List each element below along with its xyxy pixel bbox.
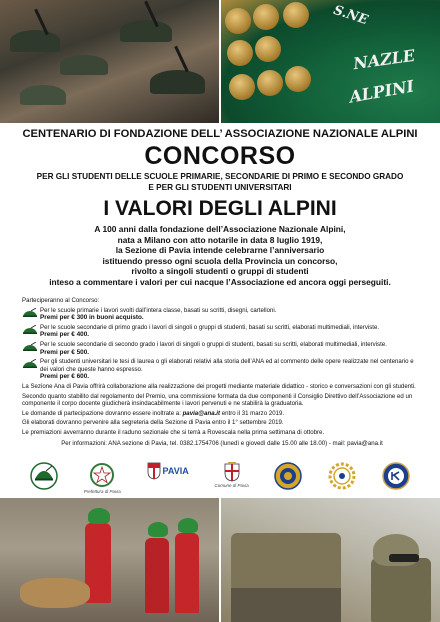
deadline-text: Le domande di partecipazione dovranno essere inoltrate a: bbox=[22, 409, 183, 417]
comune-caption: Comune di Pavia bbox=[214, 483, 249, 488]
provincia-name: PAVIA bbox=[162, 466, 189, 476]
main-title: I VALORI DEGLI ALPINI bbox=[103, 197, 337, 220]
prize-amount: Premi per € 600. bbox=[40, 373, 90, 381]
kiwanis-emblem-icon bbox=[382, 462, 410, 490]
republic-emblem-icon bbox=[89, 462, 115, 488]
alpine-hat-icon bbox=[22, 308, 38, 318]
intro-line: A 100 anni dalla fondazione dell’Associazione Nazionale Alpini, bbox=[94, 224, 346, 234]
paragraph: Secondo quanto stabilito dal regolamento del Premio, una commissione formata da due componenti il Consiglio Direttivo dell’Associazione ed un componente il corpo docente giudicherà insindacabilmente i lavori pervenuti e ne stabilirà la graduatoria. bbox=[22, 392, 413, 408]
ana-emblem-icon bbox=[30, 462, 58, 490]
rescue-team-photo bbox=[0, 498, 219, 622]
prize-amount: Premi per € 500. bbox=[40, 348, 90, 356]
helmet-icon bbox=[148, 522, 168, 537]
medal-icon bbox=[285, 66, 311, 92]
email-link[interactable]: pavia@ana.it bbox=[182, 409, 221, 417]
banner-text: ALPINI bbox=[347, 76, 416, 107]
medal-icon bbox=[257, 70, 283, 96]
prize-description: Per le scuole secondarie di secondo grado i lavori di singoli o gruppi di studenti, basati su scritti, elaborati multimediali, interviste. bbox=[40, 340, 387, 348]
prize-item bbox=[22, 307, 422, 322]
comune-logo bbox=[214, 462, 248, 488]
lions-emblem-icon bbox=[274, 462, 302, 490]
intro-line: nata a Milano con atto notarile in data 8 luglio 1919, bbox=[117, 234, 323, 245]
soldier-figure bbox=[371, 558, 431, 622]
helmet-icon bbox=[178, 518, 198, 533]
alpine-hat bbox=[10, 30, 60, 52]
rotary-wheel-icon bbox=[328, 462, 356, 490]
vehicle-wheels bbox=[231, 588, 341, 622]
goggles-icon bbox=[389, 554, 419, 562]
alpine-hat-icon bbox=[22, 342, 38, 352]
alpine-hat-icon bbox=[22, 325, 38, 335]
prefettura-caption: Prefettura di Pavia bbox=[83, 489, 121, 494]
intro-line: la Sezione di Pavia intende celebrarne l’anniversario bbox=[115, 245, 325, 256]
medal-icon bbox=[225, 8, 251, 34]
paragraph bbox=[22, 410, 422, 418]
paragraph: Le premiazioni avverranno durante il raduno sezionale che si terrà a Rovescala nella prima settimana di ottobre. bbox=[22, 428, 325, 436]
medal-icon bbox=[229, 74, 255, 100]
provincia-logo bbox=[147, 462, 189, 480]
audience-line: E PER GLI STUDENTI UNIVERSITARI bbox=[148, 183, 292, 192]
paragraph: La Sezione Ana di Pavia offrirà collaborazione alla realizzazione dei progetti mediante materiale didattico - storico e conversazioni con gli studenti. bbox=[22, 382, 416, 390]
medal-icon bbox=[253, 4, 279, 30]
header bbox=[0, 127, 440, 288]
medal-icon bbox=[283, 2, 309, 28]
medal-icon bbox=[227, 40, 253, 66]
prize-description: Per le scuole primarie i lavori svolti dall’intera classe, basati su scritti, disegni, cartelloni. bbox=[40, 306, 277, 314]
prize-description: Per gli studenti universitari le tesi di laurea o gli elaborati relativi alla storia dell’ANA ed al commento delle opere realizzate nel centenario e dei valori che queste hanno espresso. bbox=[40, 358, 414, 373]
helmet-icon bbox=[88, 508, 110, 524]
crest-icon bbox=[224, 462, 240, 482]
deadline-date: entro il 31 marzo 2019. bbox=[220, 409, 285, 417]
kiwanis-logo bbox=[382, 462, 410, 490]
feather-icon bbox=[174, 46, 189, 73]
prefettura-logo bbox=[84, 462, 121, 494]
prize-amount: Premi per € 400. bbox=[40, 331, 90, 339]
concorso-title: CONCORSO bbox=[144, 142, 296, 170]
green-banner-medals-photo bbox=[221, 0, 440, 123]
alpini-hats-photo bbox=[0, 0, 219, 123]
participation-label: Parteciperanno al Concorso: bbox=[22, 297, 100, 304]
prize-description: Per le scuole secondarie di primo grado i lavori di singoli o gruppi di studenti, basati su scritti, elaborati multimediali, interviste. bbox=[40, 323, 380, 331]
rules-body bbox=[22, 297, 422, 447]
alpine-hat bbox=[150, 70, 205, 94]
alpine-hat bbox=[20, 85, 66, 105]
alpine-hat-icon bbox=[22, 359, 38, 369]
alpine-hat bbox=[60, 55, 108, 75]
sponsor-logos bbox=[30, 462, 410, 498]
prize-amount: Premi per € 300 in buoni acquisto. bbox=[40, 314, 144, 322]
shield-icon bbox=[147, 462, 161, 480]
paragraph: Gli elaborati dovranno pervenire alla segreteria della Sezione di Pavia entro il 1° settembre 2019. bbox=[22, 419, 284, 427]
contact-info: Per informazioni: ANA sezione di Pavia, tel. 0382.1754706 (lunedì e giovedì dalle 15.00 alle 18.00) - mail: pavia@ana.it bbox=[61, 439, 383, 447]
rotary-logo bbox=[328, 462, 356, 490]
armored-vehicle bbox=[231, 533, 341, 593]
ana-logo bbox=[30, 462, 58, 490]
rescuer-figure bbox=[175, 533, 199, 613]
audience-line: PER GLI STUDENTI DELLE SCUOLE PRIMARIE, SECONDARIE DI PRIMO E SECONDO GRADO bbox=[36, 172, 404, 181]
intro-line: inteso a commentare i valori per cui nacque l’Associazione ed ancora oggi perseguiti. bbox=[49, 276, 391, 287]
intro-text bbox=[0, 224, 440, 288]
provincia-mark bbox=[147, 462, 189, 480]
intro-line: istituendo presso ogni scuola della Provincia un concorso, bbox=[102, 255, 338, 266]
prize-item bbox=[22, 341, 422, 356]
rescuer-figure bbox=[145, 538, 169, 613]
medal-icon bbox=[255, 36, 281, 62]
prize-item bbox=[22, 358, 422, 381]
lions-logo bbox=[274, 462, 302, 490]
prize-item bbox=[22, 324, 422, 339]
soldiers-vehicle-photo bbox=[221, 498, 440, 622]
banner-text: NAZLE bbox=[351, 45, 417, 74]
alpine-hat bbox=[120, 20, 172, 42]
rescue-dog bbox=[20, 578, 90, 608]
intro-line: rivolto a singoli studenti o gruppi di studenti bbox=[131, 266, 309, 277]
centenario-heading: CENTENARIO DI FONDAZIONE DELL’ ASSOCIAZIONE NAZIONALE ALPINI bbox=[22, 128, 418, 140]
banner-text: S.NE bbox=[331, 2, 370, 29]
